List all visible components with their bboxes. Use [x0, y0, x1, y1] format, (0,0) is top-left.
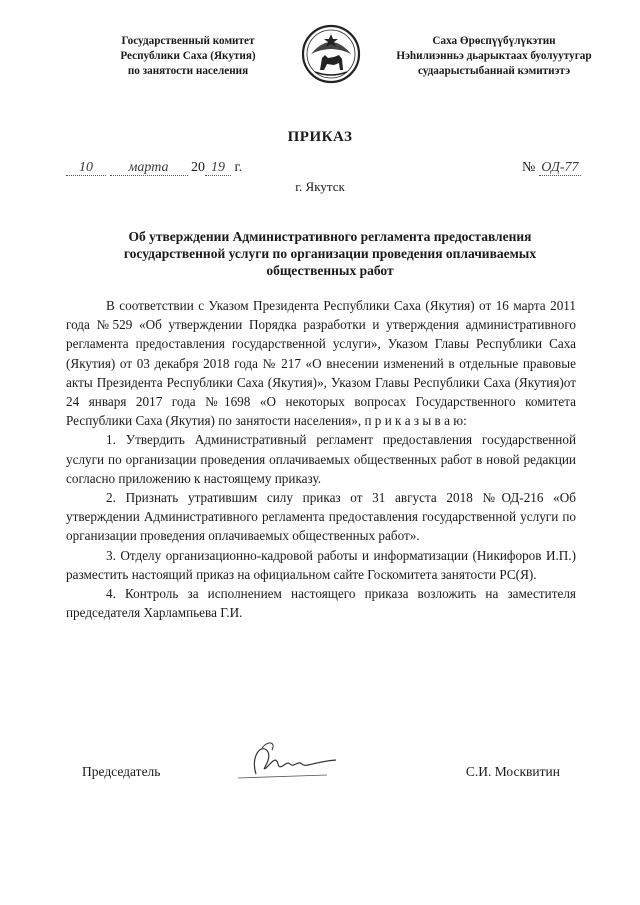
- handwritten-signature: [232, 734, 342, 784]
- order-date: [66, 160, 242, 176]
- org-line: по занятости населения: [127, 65, 249, 77]
- order-number-value: ОД-77: [539, 160, 581, 176]
- order-number: [522, 160, 581, 176]
- org-line: судаарыстыбаннай кэмитиэтэ: [417, 65, 571, 77]
- date-year-prefix: 20: [191, 160, 205, 175]
- number-sign: №: [522, 160, 536, 175]
- org-line: Саха Өрөспүүбүлүкэтин: [432, 35, 556, 47]
- signature-block: [82, 764, 560, 804]
- signatory-name: С.И. Москвитин: [465, 764, 560, 779]
- preamble-paragraph: В соответствии с Указом Президента Республики Саха (Якутия) от 16 марта 2011 года №529 «Об утверждении Порядка разработки и утверждения административного регламента предоставления государственной услуги», Указом Главы Республики Саха (Якутия) от 03 декабря 2018 года № 217 «О внесении изменений в отдельные правовые акты Президента Республики Саха (Якутия)», Указом Главы Республики Саха (Якутия)от 24 января 2017 года №1698 «О некоторых вопросах Государственного комитета Республики Саха (Якутия) по занятости населения», п р и к а з ы в а ю:: [66, 298, 576, 429]
- coat-of-arms-icon: [301, 24, 361, 84]
- org-line: Нэһилиэнньэ дьарыктаах буолуутугар: [396, 50, 592, 62]
- org-line: Государственный комитет: [121, 35, 255, 47]
- order-subject: Об утверждении Административного регламента предоставления государственной услуги по организации проведения оплачиваемых общественных работ: [123, 229, 537, 278]
- city: г. Якутск: [295, 179, 345, 194]
- order-item-2: 2. Признать утратившим силу приказ от 31 августа 2018 №ОД-216 «Об утверждении Административного регламента предоставления государственной услуги по организации проведения оплачиваемых общественных работ».: [66, 490, 576, 544]
- org-line: Республики Саха (Якутия): [120, 50, 256, 62]
- signatory-title: Председатель: [82, 764, 161, 779]
- order-item-1: 1. Утвердить Административный регламент предоставления государственной услуги по организации проведения оплачиваемых общественных работ в новой редакции согласно приложению к настоящему приказу.: [66, 432, 576, 486]
- date-year-abbr: г.: [234, 160, 243, 175]
- date-year: 19: [205, 160, 231, 176]
- organization-name-sakha: [374, 34, 614, 79]
- order-item-4: 4. Контроль за исполнением настоящего приказа возложить на заместителя председателя Харлампьева Г.И.: [66, 586, 576, 621]
- order-item-3: 3. Отделу организационно-кадровой работы и информатизации (Никифоров И.П.) разместить настоящий приказ на официальном сайте Госкомитета занятости РС(Я).: [66, 547, 576, 582]
- date-month: марта: [110, 160, 188, 176]
- document-title: ПРИКАЗ: [287, 129, 353, 145]
- date-day: 10: [66, 160, 106, 176]
- organization-name-russian: [88, 34, 288, 79]
- order-body: [66, 296, 576, 622]
